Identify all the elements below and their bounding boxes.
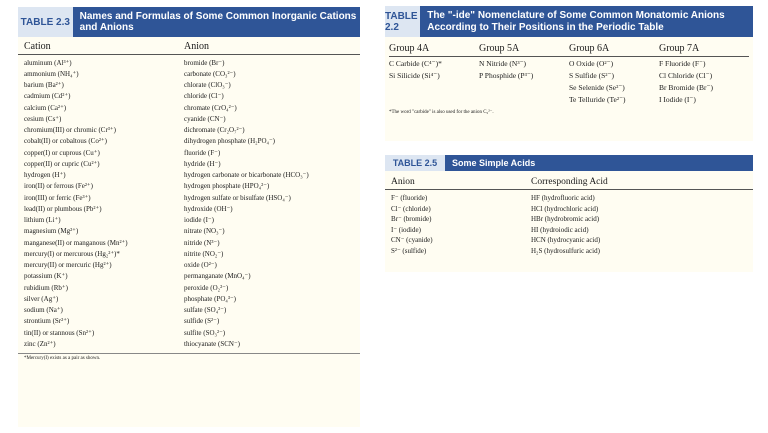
table-row: [24, 338, 354, 349]
table-row: [24, 203, 354, 214]
table-cell: fluoride (F⁻): [184, 148, 221, 157]
table-cell: sulfite (SO₃²⁻): [184, 328, 226, 337]
table-row: [24, 192, 354, 203]
table-cell: barium (Ba²⁺): [24, 81, 64, 90]
table-row: [24, 80, 354, 91]
table-2-2-body: [385, 37, 753, 105]
table-cell: iron(III) or ferric (Fe³⁺): [24, 193, 91, 202]
table-cell: cobalt(II) or cobaltous (Co²⁺): [24, 137, 107, 146]
table-cell: peroxide (O₂²⁻): [184, 283, 229, 292]
table-2-5-body: [385, 190, 753, 256]
table-title: Names and Formulas of Some Common Inorganic Cations and Anions: [79, 10, 357, 33]
table-cell: HF (hydrofluoric acid): [531, 194, 595, 203]
table-cell: S²⁻ (sulfide): [391, 246, 427, 255]
table-cell: Br Bromide (Br⁻): [659, 82, 713, 92]
table-cell: mercury(I) or mercurous (Hg₂²⁺)*: [24, 249, 120, 258]
table-cell: mercury(II) or mercuric (Hg²⁺): [24, 261, 112, 270]
table-cell: hydrogen carbonate or bicarbonate (HCO₃⁻): [184, 171, 309, 180]
table-cell: O Oxide (O²⁻): [569, 58, 614, 68]
table-2-5-header: [385, 155, 753, 171]
table-cell: thiocyanate (SCN⁻): [184, 339, 240, 348]
table-2-2: [385, 6, 753, 141]
table-row: [24, 170, 354, 181]
table-cell: I⁻ (iodide): [391, 225, 421, 234]
table-cell: HI (hydroiodic acid): [531, 225, 589, 234]
table-cell: sulfide (S²⁻): [184, 317, 220, 326]
column-headers: [385, 171, 753, 190]
table-row: [24, 248, 354, 259]
table-row: [24, 102, 354, 113]
table-cell: chloride (Cl⁻): [184, 92, 224, 101]
table-cell: iodide (I⁻): [184, 216, 214, 225]
table-cell: hydride (H⁻): [184, 159, 221, 168]
table-cell: H₂S (hydrosulfuric acid): [531, 246, 600, 255]
table-cell: potassium (K⁺): [24, 272, 68, 281]
table-row: [24, 293, 354, 304]
table-cell: iron(II) or ferrous (Fe²⁺): [24, 182, 93, 191]
table-2-2-rows: [389, 57, 749, 105]
table-cell: nitrate (NO₃⁻): [184, 227, 225, 236]
table-2-5: [385, 155, 753, 272]
table-cell: F Fluoride (F⁻): [659, 58, 706, 68]
table-cell: strontium (Sr²⁺): [24, 317, 70, 326]
column-headers: [18, 37, 360, 55]
table-cell: magnesium (Mg²⁺): [24, 227, 79, 236]
table-row: [24, 215, 354, 226]
table-footnote: *The word "carbide" is also used for the anion C₂²⁻.: [389, 110, 494, 115]
table-row: [389, 69, 749, 81]
table-cell: lithium (Li⁺): [24, 216, 61, 225]
table-cell: S Sulfide (S²⁻): [569, 70, 614, 80]
table-cell: cadmium (Cd²⁺): [24, 92, 71, 101]
table-cell: hydrogen (H⁺): [24, 171, 66, 180]
table-cell: rubidium (Rb⁺): [24, 283, 68, 292]
table-row: [24, 147, 354, 158]
table-cell: P Phosphide (P³⁻): [479, 70, 534, 80]
column-header-cation: Cation: [24, 41, 51, 52]
table-title: The "-ide" Nomenclature of Some Common Monatomic Anions According to Their Positions in the Periodic Table: [427, 10, 725, 33]
table-cell: nitrite (NO₂⁻): [184, 249, 224, 258]
table-cell: dihydrogen phosphate (H₂PO₄⁻): [184, 137, 276, 146]
table-cell: Se Selenide (Se²⁻): [569, 82, 625, 92]
table-cell: Br⁻ (bromide): [391, 215, 432, 224]
table-cell: ammonium (NH₄⁺): [24, 69, 79, 78]
column-header-acid: Corresponding Acid: [531, 177, 608, 187]
table-cell: Te Telluride (Te²⁻): [569, 94, 626, 104]
table-cell: hydrogen phosphate (HPO₄²⁻): [184, 182, 270, 191]
table-row: [389, 93, 749, 105]
table-cell: dichromate (Cr₂O₇²⁻): [184, 126, 245, 135]
column-header-anion: Anion: [391, 177, 415, 187]
table-row: [24, 260, 354, 271]
table-cell: hydrogen sulfate or bisulfate (HSO₄⁻): [184, 193, 291, 202]
table-cell: manganese(II) or manganous (Mn²⁺): [24, 238, 128, 247]
table-cell: HBr (hydrobromic acid): [531, 215, 600, 224]
table-cell: chlorate (ClO₃⁻): [184, 81, 231, 90]
table-row: [391, 246, 747, 257]
table-row: [391, 214, 747, 225]
table-footnote: *Mercury(I) exists as a pair as shown.: [18, 353, 360, 363]
table-cell: N Nitride (N³⁻): [479, 58, 527, 68]
table-cell: oxide (O²⁻): [184, 261, 217, 270]
table-cell: I Iodide (I⁻): [659, 94, 696, 104]
table-2-3-header: [18, 7, 360, 37]
table-row: [24, 57, 354, 68]
table-cell: silver (Ag⁺): [24, 294, 59, 303]
table-row: [24, 125, 354, 136]
table-number: TABLE 2.2: [385, 6, 420, 37]
table-row: [24, 237, 354, 248]
table-row: [391, 225, 747, 236]
table-cell: hydroxide (OH⁻): [184, 204, 233, 213]
table-cell: HCl (hydrochloric acid): [531, 204, 599, 213]
table-2-2-header: [385, 6, 753, 37]
table-cell: copper(I) or cuprous (Cu⁺): [24, 148, 100, 157]
table-2-3-body: [18, 55, 360, 350]
table-row: [24, 181, 354, 192]
table-row: [24, 305, 354, 316]
column-header-group-5a: Group 5A: [479, 43, 520, 54]
table-cell: Cl⁻ (chloride): [391, 204, 431, 213]
table-cell: calcium (Ca²⁺): [24, 103, 67, 112]
column-header-group-4a: Group 4A: [389, 43, 430, 54]
table-row: [391, 193, 747, 204]
table-cell: CN⁻ (cyanide): [391, 236, 433, 245]
column-header-anion: Anion: [184, 41, 209, 52]
table-row: [24, 136, 354, 147]
column-header-group-7a: Group 7A: [659, 43, 700, 54]
table-cell: phosphate (PO₄³⁻): [184, 294, 236, 303]
table-row: [24, 271, 354, 282]
table-cell: cyanide (CN⁻): [184, 114, 226, 123]
column-headers: [389, 37, 749, 57]
table-cell: bromide (Br⁻): [184, 58, 225, 67]
table-cell: cesium (Cs⁺): [24, 114, 62, 123]
table-row: [389, 57, 749, 69]
table-number: TABLE 2.5: [385, 155, 445, 171]
table-cell: sulfate (SO₄²⁻): [184, 306, 227, 315]
table-cell: HCN (hydrocyanic acid): [531, 236, 601, 245]
table-row: [24, 226, 354, 237]
table-cell: nitride (N³⁻): [184, 238, 220, 247]
table-row: [24, 316, 354, 327]
table-row: [24, 282, 354, 293]
table-cell: carbonate (CO₃²⁻): [184, 69, 236, 78]
table-cell: Cl Chloride (Cl⁻): [659, 70, 713, 80]
table-cell: Si Silicide (Si⁴⁻): [389, 70, 440, 80]
table-row: [391, 204, 747, 215]
table-row: [24, 113, 354, 124]
table-row: [24, 327, 354, 338]
column-header-group-6a: Group 6A: [569, 43, 610, 54]
table-row: [24, 91, 354, 102]
table-cell: lead(II) or plumbous (Pb²⁺): [24, 204, 102, 213]
table-cell: copper(II) or cupric (Cu²⁺): [24, 159, 100, 168]
table-cell: zinc (Zn²⁺): [24, 339, 56, 348]
table-cell: C Carbide (C⁴⁻)*: [389, 58, 442, 68]
table-row: [24, 68, 354, 79]
table-row: [391, 235, 747, 246]
table-title: Some Simple Acids: [452, 157, 536, 168]
table-cell: aluminum (Al³⁺): [24, 58, 72, 67]
table-cell: chromium(III) or chromic (Cr³⁺): [24, 126, 116, 135]
table-cell: F⁻ (fluoride): [391, 194, 428, 203]
table-2-3: [18, 7, 360, 427]
table-cell: permanganate (MnO₄⁻): [184, 272, 251, 281]
table-cell: sodium (Na⁺): [24, 306, 63, 315]
table-number: TABLE 2.3: [18, 7, 73, 37]
table-row: [389, 81, 749, 93]
table-cell: chromate (CrO₄²⁻): [184, 103, 237, 112]
table-cell: tin(II) or stannous (Sn²⁺): [24, 328, 95, 337]
table-row: [24, 158, 354, 169]
